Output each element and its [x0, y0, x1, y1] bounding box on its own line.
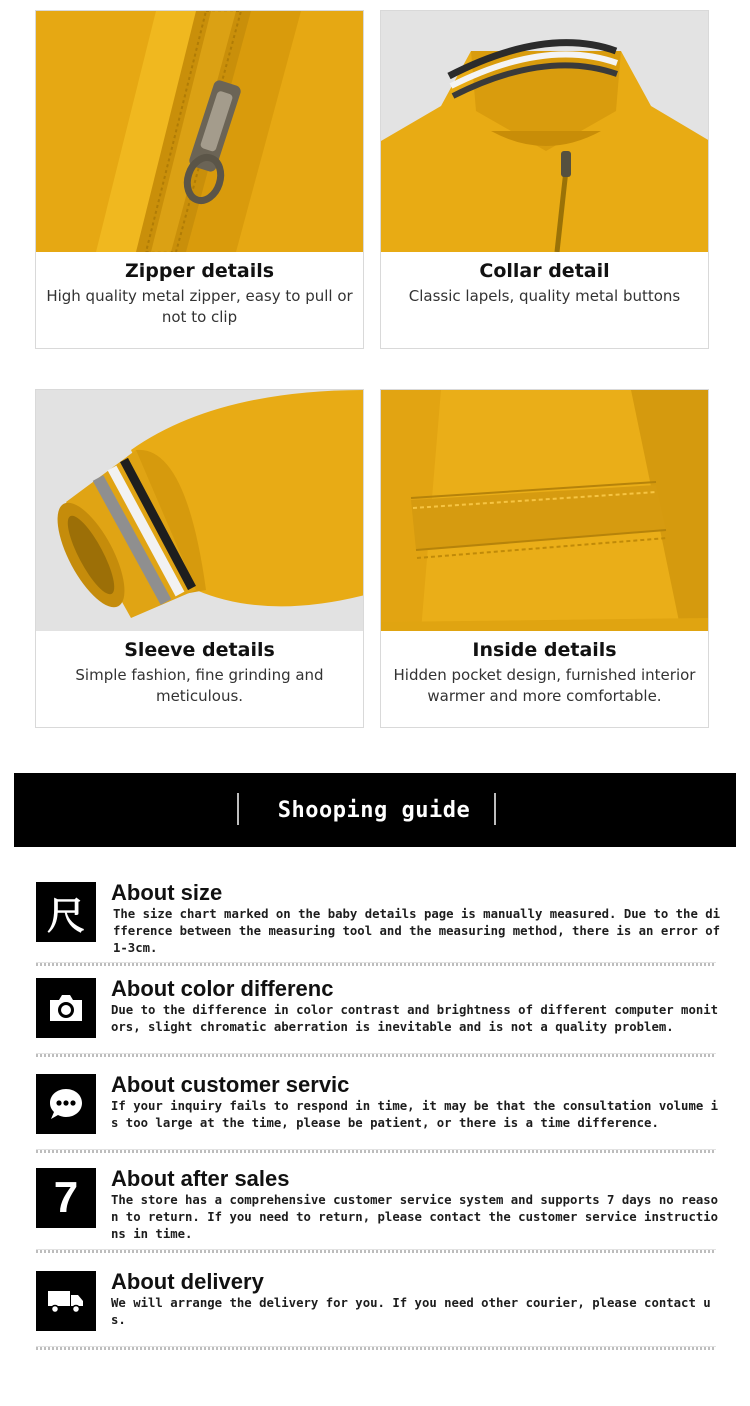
- sleeve-photo: [36, 390, 363, 631]
- collar-photo: [381, 11, 708, 252]
- guide-item-description: If your inquiry fails to respond in time, it may be that the consultation volume is too large at the time, please be patient, or there is a time difference.: [111, 1099, 719, 1130]
- dotted-divider: [36, 962, 716, 966]
- detail-title: Zipper details: [124, 260, 275, 282]
- guide-item-description: Due to the difference in color contrast and brightness of different computer monitors, slight chromatic aberration is inevitable and is not a quality problem.: [111, 1003, 719, 1034]
- detail-description: High quality metal zipper, easy to pull or not to clip: [46, 287, 353, 326]
- inside-photo: [381, 390, 708, 631]
- guide-item-title: About color differenc: [111, 976, 334, 1001]
- detail-description: Hidden pocket design, furnished interior warmer and more comfortable.: [393, 666, 696, 705]
- detail-card-sleeve: [35, 389, 364, 728]
- icon-glyph: 7: [53, 1173, 79, 1222]
- guide-item-description: The size chart marked on the baby details page is manually measured. Due to the difference between the measuring tool and the measuring method, there is an error of 1-3cm.: [113, 907, 721, 955]
- chat-bubble-icon: [36, 1074, 96, 1134]
- icon-glyph: 尺: [46, 893, 85, 938]
- guide-item-description: We will arrange the delivery for you. If you need other courier, please contact us.: [111, 1296, 711, 1327]
- dotted-divider: [36, 1249, 716, 1253]
- detail-title: Collar detail: [479, 260, 610, 282]
- guide-item-title: About after sales: [111, 1166, 290, 1191]
- divider-bar-right: [494, 793, 496, 825]
- detail-description: Classic lapels, quality metal buttons: [408, 287, 681, 305]
- dotted-divider: [36, 1053, 716, 1057]
- delivery-truck-icon: [36, 1271, 96, 1331]
- divider-bar-left: [237, 793, 239, 825]
- ruler-char-icon: [36, 882, 96, 942]
- zipper-photo: [36, 11, 363, 252]
- shopping-guide-banner: [14, 773, 736, 847]
- detail-title: Inside details: [472, 639, 617, 661]
- dotted-divider: [36, 1346, 716, 1350]
- detail-card-zipper: [35, 10, 364, 349]
- detail-card-collar: [380, 10, 709, 349]
- guide-item-title: About customer servic: [111, 1072, 350, 1097]
- detail-title: Sleeve details: [124, 639, 275, 661]
- dotted-divider: [36, 1149, 716, 1153]
- shopping-guide-title: Shooping guide: [277, 798, 471, 823]
- detail-card-inside: [380, 389, 709, 728]
- seven-days-icon: [36, 1168, 96, 1228]
- detail-description: Simple fashion, fine grinding and meticulous.: [75, 666, 324, 705]
- guide-item-title: About delivery: [111, 1269, 264, 1294]
- guide-item-description: The store has a comprehensive customer service system and supports 7 days no reason to return. If you need to return, please contact the customer service instructions in time.: [111, 1193, 719, 1241]
- guide-item-title: About size: [111, 880, 223, 905]
- camera-icon: [36, 978, 96, 1038]
